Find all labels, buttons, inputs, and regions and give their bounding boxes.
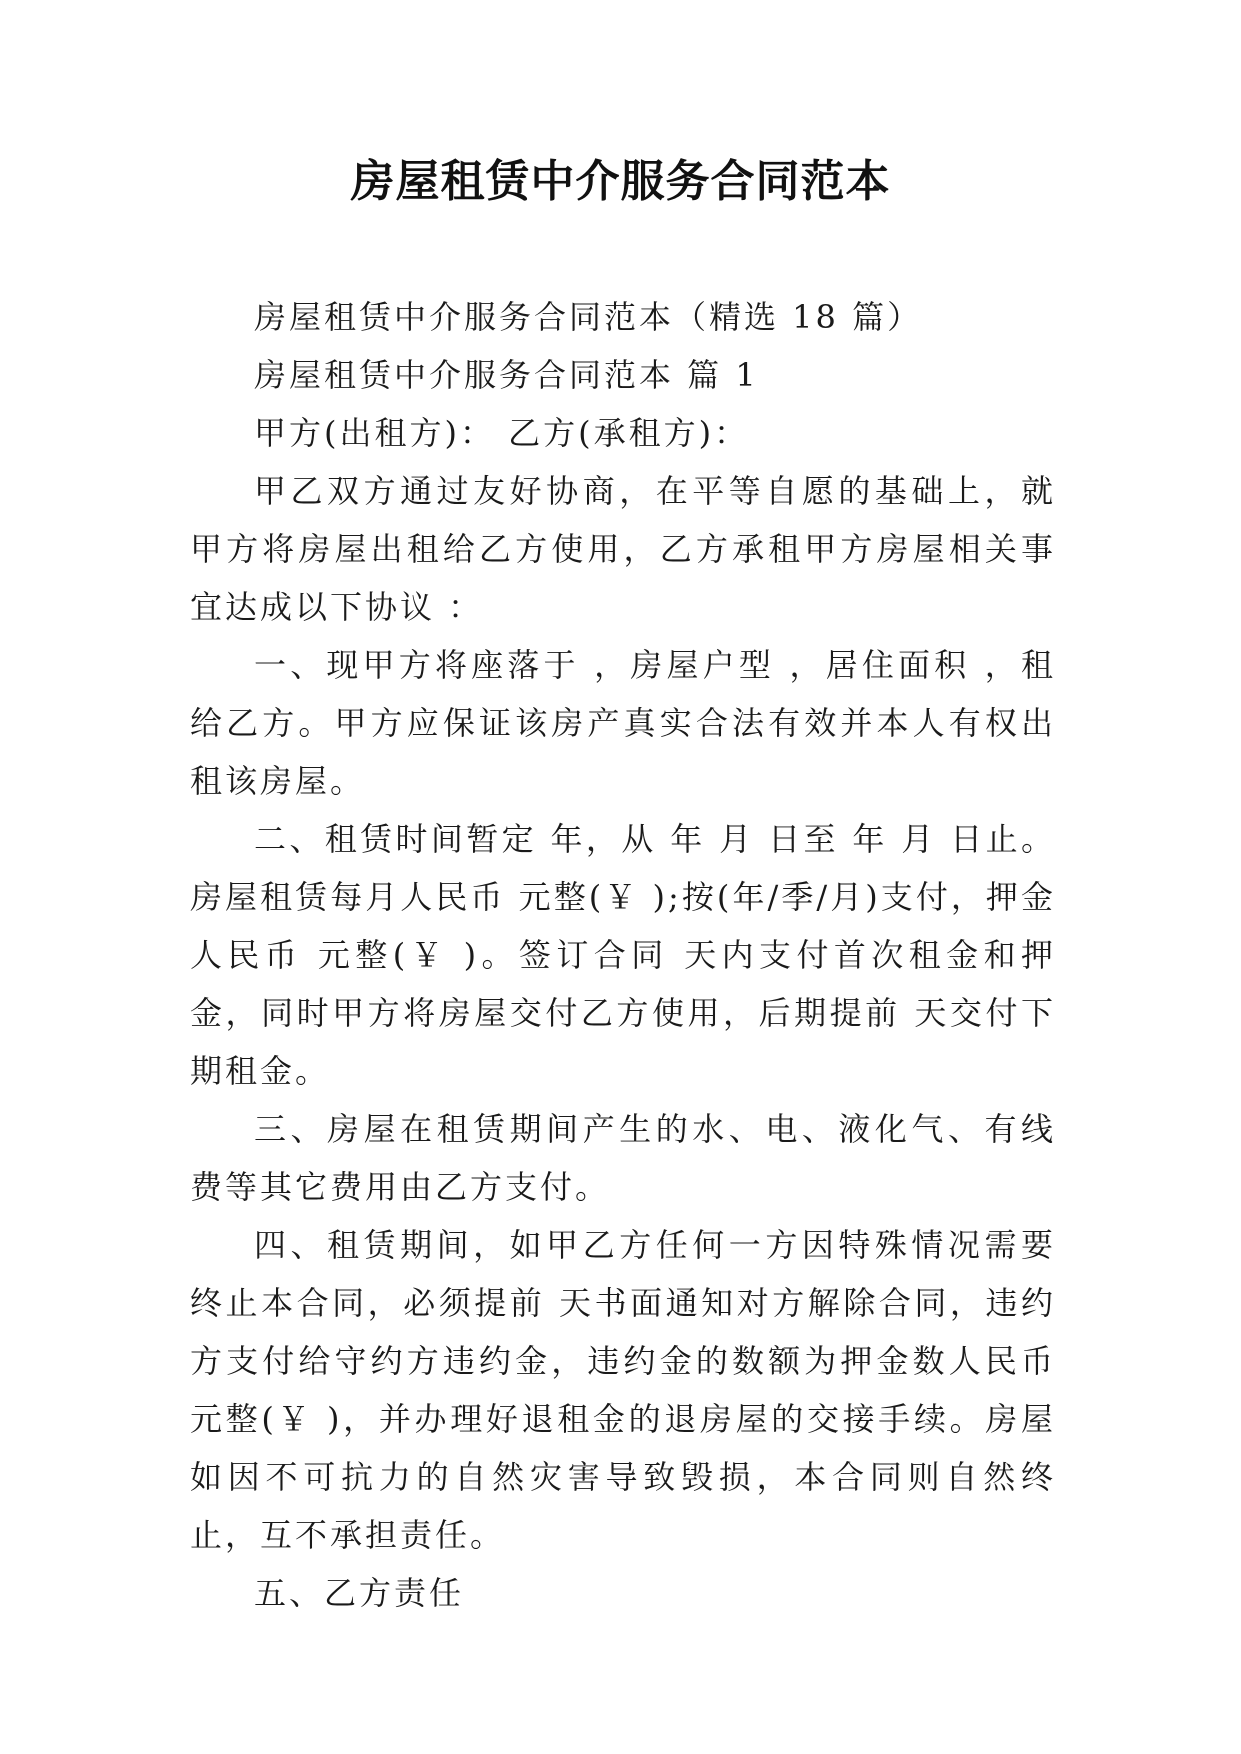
parties-line: 甲方(出租方)： 乙方(承租方)： (254, 414, 750, 452)
page-title: 房屋租赁中介服务合同范本 (350, 156, 891, 207)
clause-1-paragraph: 一、现甲方将座落于 ，房屋户型 ，居住面积 ，租给乙方。甲方应保证该房产真实合法有效并本人有权出租该房屋。 (190, 646, 1056, 800)
clause-5-paragraph: 五、乙方责任 (254, 1574, 465, 1612)
clause-4-paragraph: 四、租赁期间，如甲乙方任何一方因特殊情况需要终止本合同，必须提前 天书面通知对方解除合同，违约方支付给守约方违约金，违约金的数额为押金数人民币 元整(￥ )，并办理好退租金的退房屋的交接手续。房屋如因不可抗力的自然灾害导致毁损，本合同则自然终止，互不承担责任。 (190, 1226, 1056, 1554)
subtitle-paragraph: 房屋租赁中介服务合同范本（精选 18 篇） (254, 298, 923, 336)
intro-paragraph: 甲乙双方通过友好协商，在平等自愿的基础上，就甲方将房屋出租给乙方使用，乙方承租甲方房屋相关事宜达成以下协议 ： (190, 472, 1056, 626)
clause-2-paragraph: 二、租赁时间暂定 年，从 年 月 日至 年 月 日止。房屋租赁每月人民币 元整(￥ );按(年/季/月)支付，押金人民币 元整(￥ )。签订合同 天内支付首次租金和押金，同时甲方将房屋交付乙方使用，后期提前 天交付下期租金。 (190, 820, 1056, 1090)
section-heading: 房屋租赁中介服务合同范本 篇 1 (254, 356, 759, 394)
clause-3-paragraph: 三、房屋在租赁期间产生的水、电、液化气、有线费等其它费用由乙方支付。 (190, 1110, 1056, 1206)
document-body (190, 288, 1056, 1622)
